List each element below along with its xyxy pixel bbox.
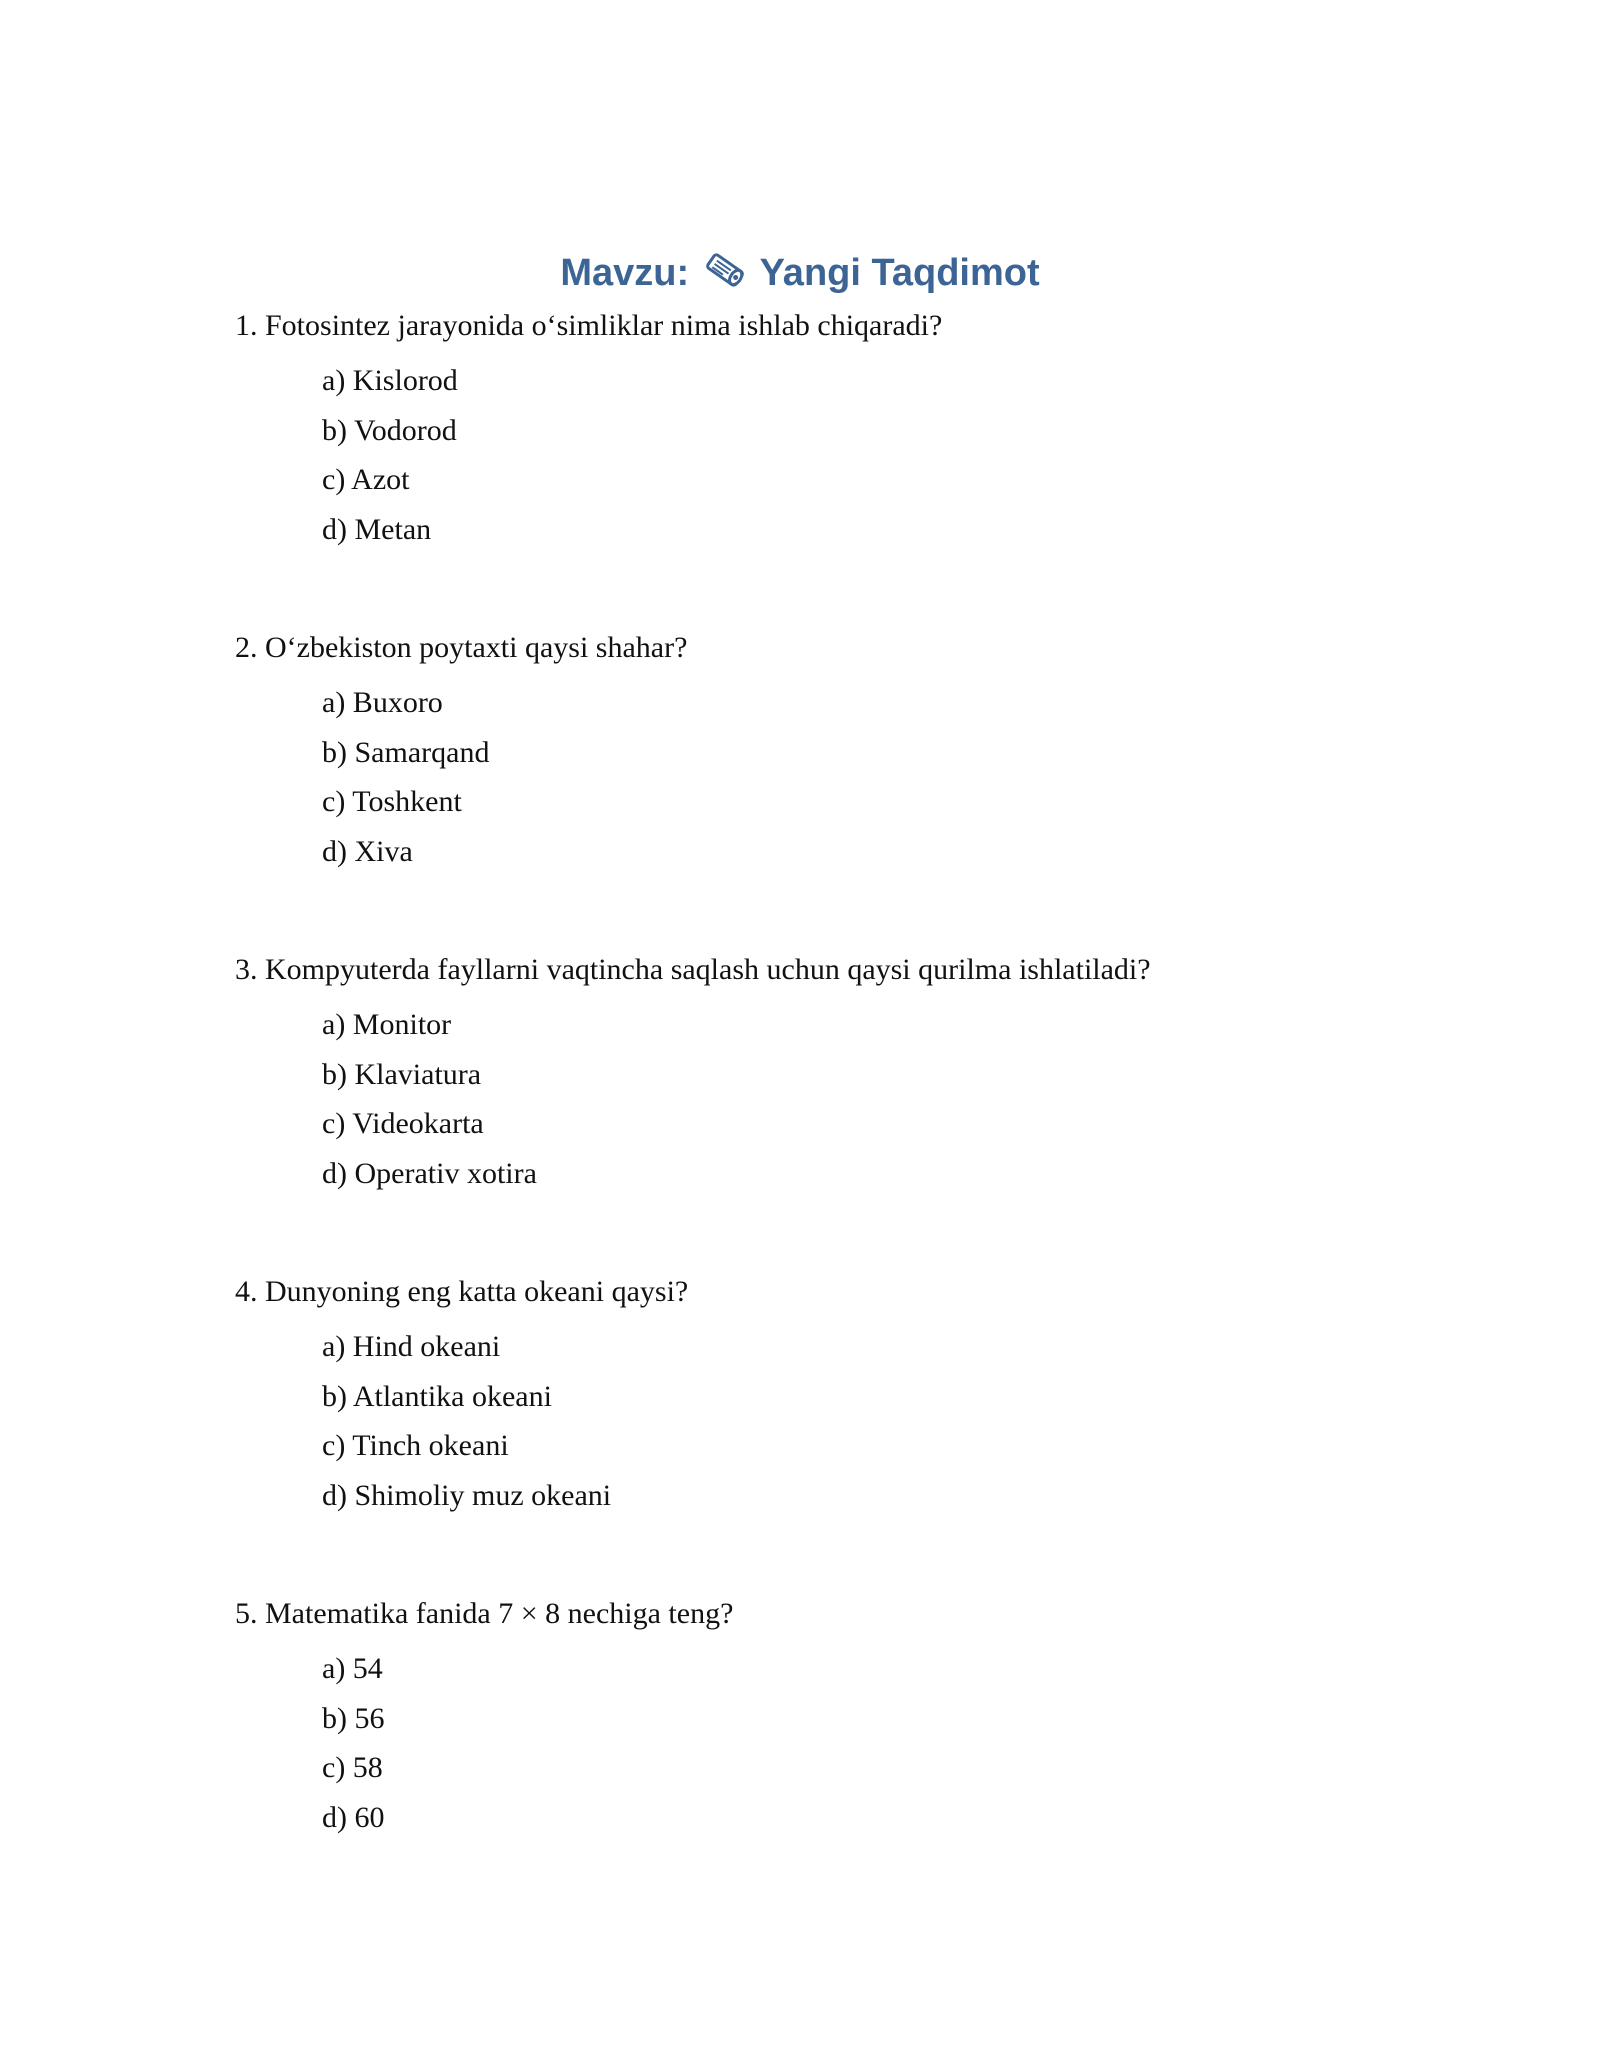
option-d: d) Xiva: [322, 834, 413, 868]
option-list: [235, 356, 1435, 554]
question-1: [235, 304, 1435, 626]
option-d: d) Operativ xotira: [322, 1156, 537, 1190]
option-a: a) Kislorod: [322, 364, 458, 397]
question-2: [235, 626, 1435, 948]
option-d: d) Shimoliy muz okeani: [322, 1478, 612, 1512]
option-c: c) 58: [322, 1751, 383, 1784]
option-list: [235, 1000, 1435, 1198]
option-d: d) 60: [322, 1800, 385, 1834]
option-a: a) Hind okeani: [322, 1330, 501, 1363]
option-a: a) Monitor: [322, 1008, 452, 1041]
option-c: c) Toshkent: [322, 785, 462, 818]
page-title: [0, 248, 1600, 298]
option-a: a) Buxoro: [322, 686, 443, 719]
option-list: [235, 678, 1435, 876]
question-text: 1. Fotosintez jarayonida o‘simliklar nima ishlab chiqaradi?: [235, 309, 943, 342]
option-b: b) 56: [322, 1701, 385, 1735]
question-text: 4. Dunyoning eng katta okeani qaysi?: [235, 1275, 689, 1308]
title-suffix: Yangi Taqdimot: [759, 252, 1040, 294]
rolled-newspaper-icon: [704, 249, 746, 291]
option-a: a) 54: [322, 1652, 383, 1685]
question-text: 2. O‘zbekiston poytaxti qaysi shahar?: [235, 631, 688, 664]
question-text: 5. Matematika fanida 7 × 8 nechiga teng?: [235, 1597, 734, 1630]
title-prefix: Mavzu:: [560, 252, 690, 294]
option-list: [235, 1322, 1435, 1520]
option-d: d) Metan: [322, 512, 432, 546]
option-b: b) Samarqand: [322, 735, 490, 769]
option-c: c) Videokarta: [322, 1107, 484, 1140]
question-5: [235, 1592, 1435, 1914]
question-3: [235, 948, 1435, 1270]
option-b: b) Klaviatura: [322, 1057, 482, 1091]
question-4: [235, 1270, 1435, 1592]
option-c: c) Tinch okeani: [322, 1429, 509, 1462]
question-text: 3. Kompyuterda fayllarni vaqtincha saqlash uchun qaysi qurilma ishlatiladi?: [235, 953, 1151, 986]
question-list: [235, 304, 1435, 1914]
option-b: b) Atlantika okeani: [322, 1379, 552, 1413]
option-b: b) Vodorod: [322, 413, 457, 447]
option-list: [235, 1644, 1435, 1842]
option-c: c) Azot: [322, 463, 410, 496]
